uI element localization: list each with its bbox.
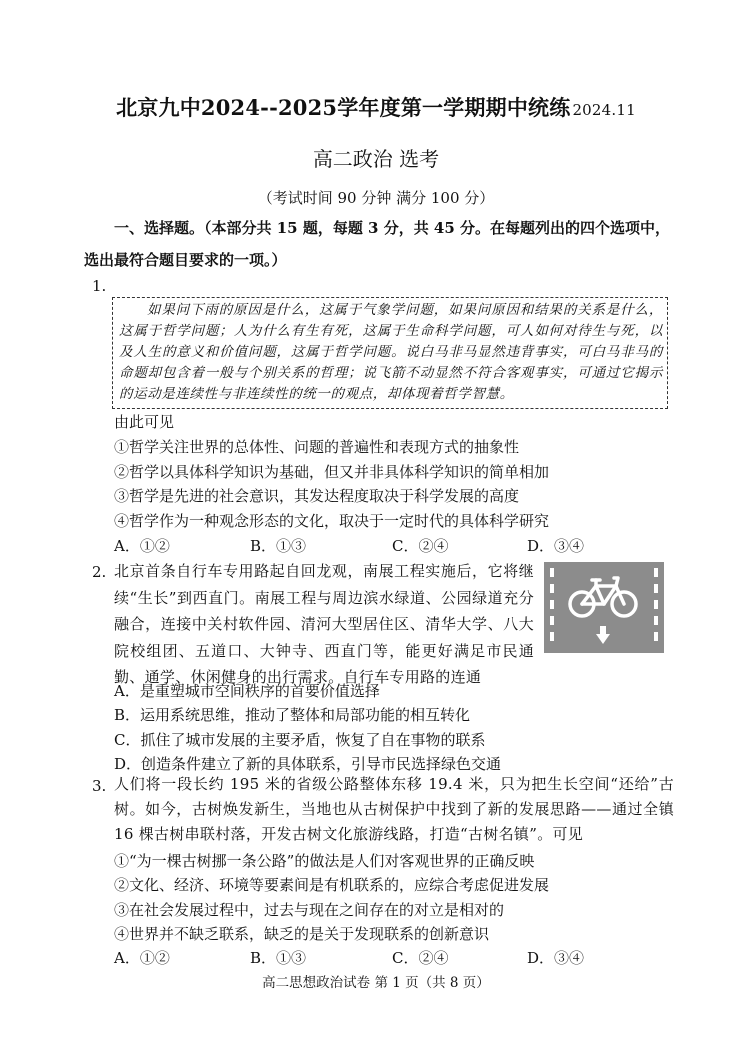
- q2-option-c[interactable]: C．抓住了城市发展的主要矛盾，恢复了自在事物的联系: [114, 731, 486, 749]
- q1-option-a[interactable]: A．①②: [114, 537, 170, 555]
- q3-option-d[interactable]: D．③④: [527, 949, 585, 967]
- q3-option-b[interactable]: B．①③: [250, 949, 307, 967]
- q3-stem: 人们将一段长约 195 米的省级公路整体东移 19.4 米，只为把生长空间“还给”古树。如今，古树焕发新生，当地也从古树保护中找到了新的发展思路——通过全镇 16 棵古树串联村落，开发古树文化旅游线路，打造“古树名镇”。可见: [114, 775, 674, 843]
- q2-option-d[interactable]: D．创造条件建立了新的具体联系，引导市民选择绿色交通: [114, 755, 502, 773]
- exam-title: [0, 92, 752, 122]
- q3-statement-1: ①“为一棵古树挪一条公路”的做法是人们对客观世界的正确反映: [114, 852, 535, 870]
- q2-stem: 北京首条自行车专用路起自回龙观，南展工程实施后，它将继续“生长”到西直门。南展工程与周边滨水绿道、公园绿道充分融合，连接中关村软件园、清河大型居住区、清华大学、八大院校组团、五道口、大钟寺、西直门等，能更好满足市民通勤、通学、休闲健身的出行需求。自行车专用路的连通: [114, 562, 534, 686]
- q3-number: 3.: [92, 777, 107, 795]
- q1-statement-3: ③哲学是先进的社会意识，其发达程度取决于科学发展的高度: [114, 487, 520, 505]
- bicycle-lane-image: [544, 562, 664, 653]
- q3-statement-3: ③在社会发展过程中，过去与现在之间存在的对立是相对的: [114, 901, 505, 919]
- q2-option-b[interactable]: B．运用系统思维，推动了整体和局部功能的相互转化: [114, 706, 471, 724]
- q1-option-c[interactable]: C．②④: [392, 537, 449, 555]
- page-footer: 高二思想政治试卷 第 1 页（共 8 页）: [262, 975, 490, 991]
- q2-option-a[interactable]: A．是重塑城市空间秩序的首要价值选择: [114, 682, 380, 700]
- q1-stem-tail: 由此可见: [114, 413, 175, 431]
- q3-statement-2: ②文化、经济、环境等要素间是有机联系的，应综合考虑促进发展: [114, 876, 550, 894]
- q1-number: 1.: [92, 277, 107, 295]
- q1-statement-4: ④哲学作为一种观念形态的文化，取决于一定时代的具体科学研究: [114, 512, 550, 530]
- q2-number: 2.: [92, 563, 107, 581]
- section-instruction: 一、选择题。（本部分共 15 题，每题 3 分，共 45 分。在每题列出的四个选项中，选出最符合题目要求的一项。）: [84, 219, 671, 269]
- q1-option-b[interactable]: B．①③: [250, 537, 307, 555]
- exam-subtitle: 高二政治 选考: [312, 147, 440, 171]
- q3-option-a[interactable]: A．①②: [114, 949, 170, 967]
- bicycle-lane-icon: [544, 562, 664, 653]
- q1-statement-2: ②哲学以具体科学知识为基础，但又并非具体科学知识的简单相加: [114, 463, 550, 481]
- q1-passage: 如果问下雨的原因是什么，这属于气象学问题，如果问原因和结果的关系是什么，这属于哲学问题；人为什么有生有死，这属于生命科学问题，可人如何对待生与死，以及人生的意义和价值问题，这属于哲学问题。说白马非马显然违背事实，可白马非马的命题却包含着一般与个别关系的哲理；说飞箭不动显然不符合客观事实，可通过它揭示的运动是连续性与非连续性的统一的观点，却体现着哲学智慧。: [112, 297, 668, 409]
- exam-date: 2024.11: [572, 101, 636, 119]
- q3-option-c[interactable]: C．②④: [392, 949, 449, 967]
- exam-title-text: 北京九中2024--2025学年度第一学期期中统练: [116, 95, 571, 120]
- q1-option-d[interactable]: D．③④: [527, 537, 585, 555]
- q3-statement-4: ④世界并不缺乏联系，缺乏的是关于发现联系的创新意识: [114, 925, 490, 943]
- exam-time-info: （考试时间 90 分钟 满分 100 分）: [257, 189, 495, 207]
- q1-statement-1: ①哲学关注世界的总体性、问题的普遍性和表现方式的抽象性: [114, 438, 520, 456]
